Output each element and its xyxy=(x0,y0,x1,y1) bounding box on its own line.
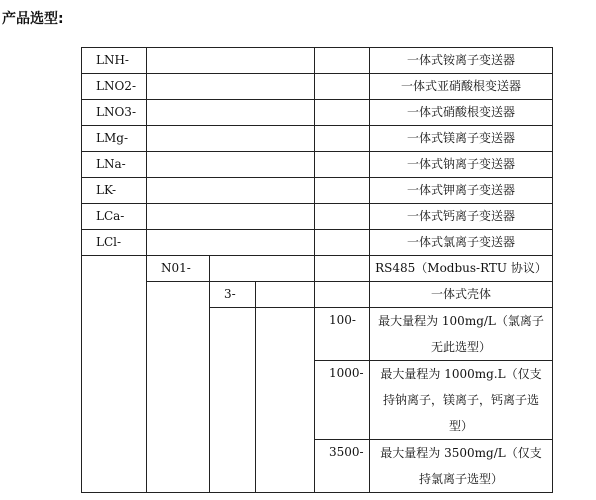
model-code: LNO3- xyxy=(82,100,147,126)
range-code: 1000- xyxy=(315,361,370,440)
model-code: LNa- xyxy=(82,152,147,178)
table-row xyxy=(82,256,553,282)
model-code: LNH- xyxy=(82,48,147,74)
table-row xyxy=(82,230,553,256)
model-desc: 一体式氯离子变送器 xyxy=(370,230,553,256)
model-desc: 一体式亚硝酸根变送器 xyxy=(370,74,553,100)
range-code: 3500- xyxy=(315,440,370,493)
range-desc: 最大量程为 1000mg.L（仅支持钠离子，镁离子，钙离子选型） xyxy=(370,361,553,440)
comm-code: N01- xyxy=(147,256,210,282)
housing-code: 3- xyxy=(210,282,256,308)
table-row xyxy=(82,126,553,152)
comm-desc: RS485（Modbus-RTU 协议） xyxy=(370,256,553,282)
model-desc: 一体式镁离子变送器 xyxy=(370,126,553,152)
table-row xyxy=(82,178,553,204)
table-row xyxy=(82,204,553,230)
range-desc: 最大量程为 100mg/L（氯离子无此选型） xyxy=(370,308,553,361)
housing-desc: 一体式壳体 xyxy=(370,282,553,308)
model-code: LCa- xyxy=(82,204,147,230)
model-desc: 一体式铵离子变送器 xyxy=(370,48,553,74)
model-desc: 一体式钙离子变送器 xyxy=(370,204,553,230)
model-code: LCl- xyxy=(82,230,147,256)
table-row xyxy=(82,282,553,308)
model-desc: 一体式钾离子变送器 xyxy=(370,178,553,204)
range-desc: 最大量程为 3500mg/L（仅支持氯离子选型） xyxy=(370,440,553,493)
range-code: 100- xyxy=(315,308,370,361)
table-row xyxy=(82,152,553,178)
model-selection-table xyxy=(81,47,553,493)
model-desc: 一体式钠离子变送器 xyxy=(370,152,553,178)
model-code: LK- xyxy=(82,178,147,204)
table-row xyxy=(82,100,553,126)
table-row xyxy=(82,48,553,74)
page-heading: 产品选型: xyxy=(2,11,64,27)
model-desc: 一体式硝酸根变送器 xyxy=(370,100,553,126)
model-code: LNO2- xyxy=(82,74,147,100)
model-code: LMg- xyxy=(82,126,147,152)
table-row xyxy=(82,74,553,100)
